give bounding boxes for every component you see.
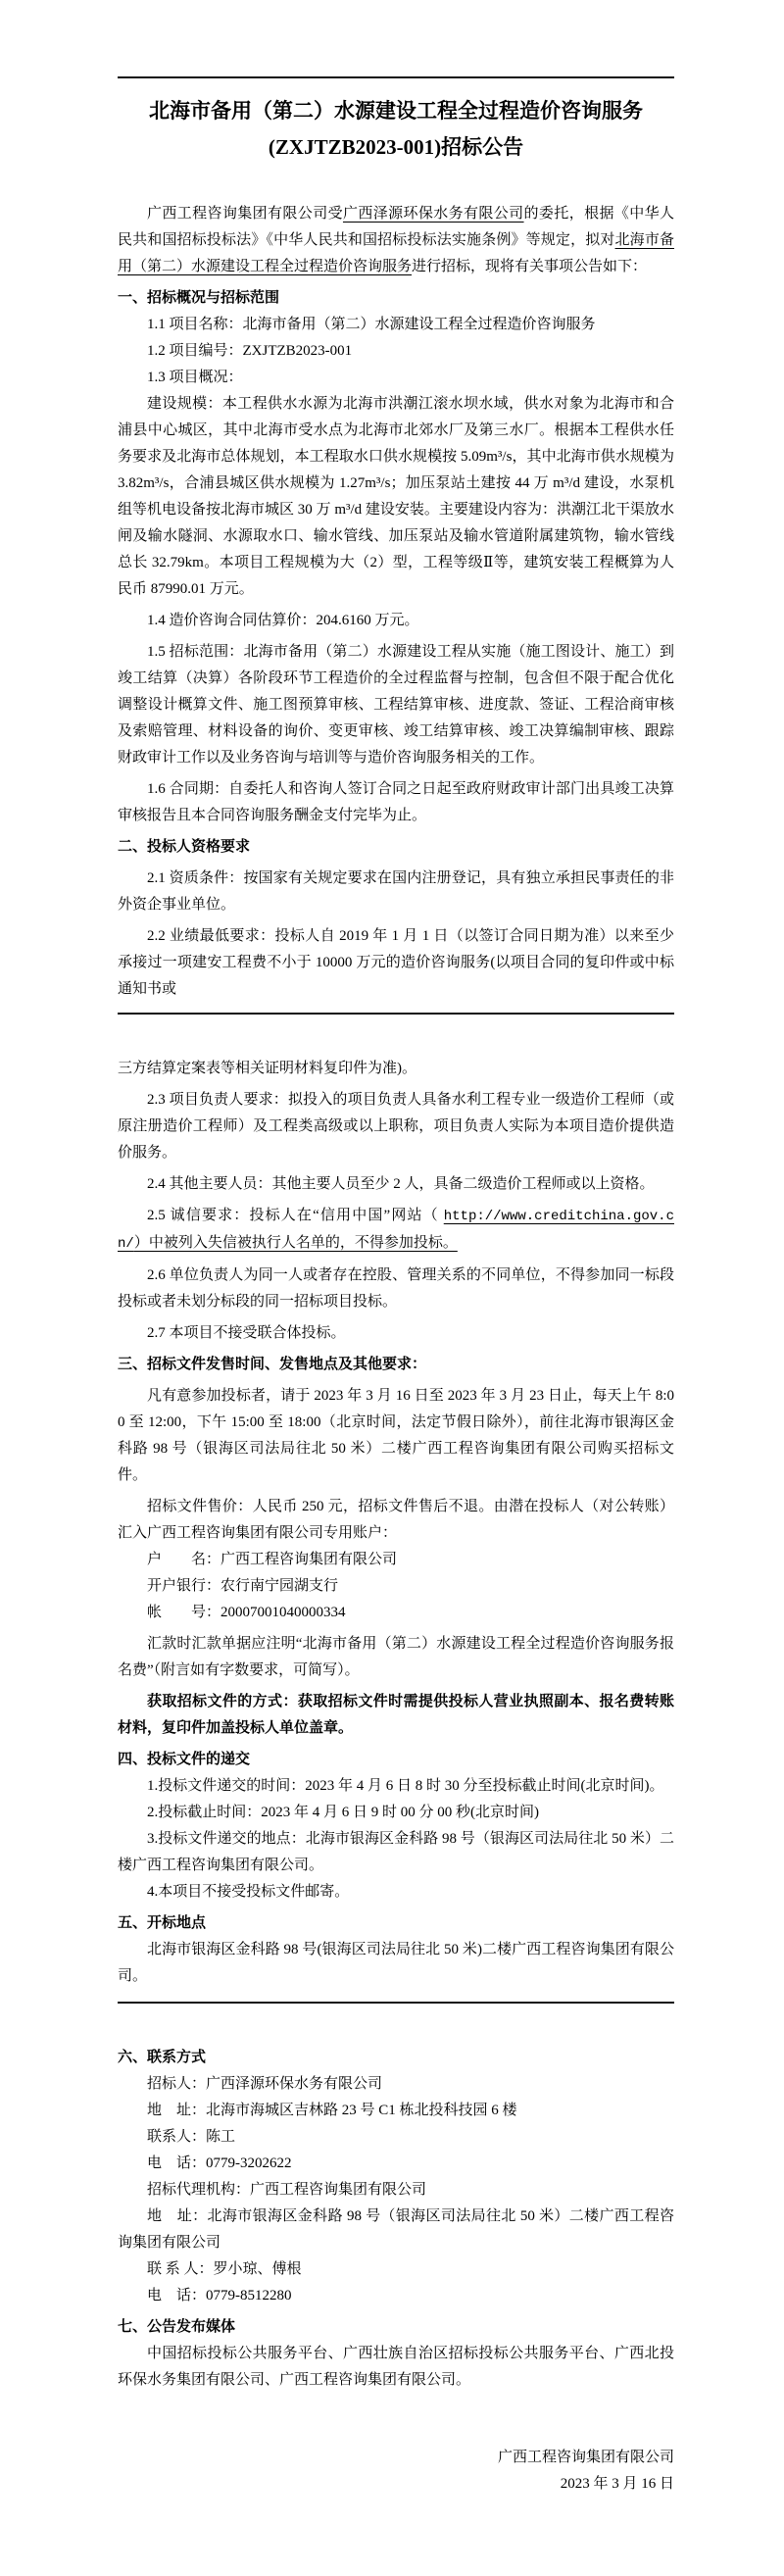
item-credit-requirement: [118, 1203, 674, 1258]
credit-requirement-underlined: ）中被列入失信被执行人名单的，不得参加投标。: [133, 1235, 458, 1251]
credit-requirement-text: 2.5 诚信要求：投标人在“信用中国”网站（: [147, 1208, 444, 1223]
item-performance-requirement-part1: 2.2 业绩最低要求：投标人自 2019 年 1 月 1 日（以签订合同日期为准）以来至少承接过一项建安工程费不小于 10000 万元的造价咨询服务(以项目合同的复印件或中标通知书或: [118, 928, 674, 997]
account-name-line: 户 名：广西工程咨询集团有限公司: [147, 1552, 398, 1567]
bid-opening-place-paragraph: 北海市银海区金科路 98 号(银海区司法局往北 50 米)二楼广西工程咨询集团有限公司。: [118, 1942, 674, 1984]
intro-text: 的委托，根据《中华人民共和国招标投标法》《中华人民共和国招标投标法实施条例》等规定，拟对: [118, 206, 674, 248]
title-line-2: (ZXJTZB2023-001)招标公告: [268, 135, 524, 159]
signature-date: 2023 年 3 月 16 日: [560, 2476, 674, 2492]
section-2-heading: 二、投标人资格要求: [118, 839, 251, 855]
section-1-heading: 一、招标概况与招标范围: [118, 290, 280, 306]
item-submission-place: 3.投标文件递交的地点：北海市银海区金科路 98 号（银海区司法局往北 50 米）二楼广西工程咨询集团有限公司。: [118, 1831, 674, 1873]
signature-company: 广西工程咨询集团有限公司: [497, 2450, 674, 2465]
page-title: [118, 93, 674, 166]
section-4-heading: 四、投标文件的递交: [118, 1752, 251, 1767]
item-performance-requirement-part2: 三方结算定案表等相关证明材料复印件为准)。: [118, 1061, 416, 1076]
contact-tenderee-address-line: 地 址：北海市海城区吉林路 23 号 C1 栋北投科技园 6 楼: [147, 2103, 517, 2118]
item-submission-time: 1.投标文件递交的时间：2023 年 4 月 6 日 8 时 30 分至投标截止时间(北京时间)。: [147, 1778, 664, 1794]
contact-tenderee-line: 招标人：广西泽源环保水务有限公司: [147, 2076, 383, 2092]
item-same-legal-person-rule: 2.6 单位负责人为同一人或者存在控股、管理关系的不同单位，不得参加同一标段投标或者未划分标段的同一招标项目投标。: [118, 1267, 674, 1310]
account-number-line: 帐 号：20007001040000334: [147, 1605, 346, 1620]
item-project-leader-requirement: 2.3 项目负责人要求：拟投入的项目负责人具备水利工程专业一级造价工程师（或原注册造价工程师）及工程类高级或以上职称，项目负责人实际为本项目造价提供造价服务。: [118, 1092, 674, 1161]
item-bid-deadline: 2.投标截止时间：2023 年 4 月 6 日 9 时 00 分 00 秒(北京时间): [147, 1805, 539, 1820]
intro-text: 进行招标，现将有关事项公告如下：: [412, 259, 648, 274]
contact-tenderee-person-line: 联系人：陈工: [147, 2129, 236, 2145]
remittance-note-paragraph: 汇款时汇款单据应注明“北海市备用（第二）水源建设工程全过程造价咨询服务报名费”（附言如有字数要求，可简写）。: [118, 1636, 674, 1678]
creditchina-url: http://www.creditchina.gov.cn/: [118, 1209, 674, 1252]
section-6-heading: 六、联系方式: [118, 2050, 207, 2065]
item-estimated-contract-price: 1.4 造价咨询合同估算价：204.6160 万元。: [147, 613, 419, 628]
document-price-paragraph: 招标文件售价：人民币 250 元，招标文件售后不退。由潜在投标人（对公转账）汇入广西工程咨询集团有限公司专用账户：: [118, 1499, 674, 1541]
construction-scale-paragraph: 建设规模：本工程供水水源为北海市洪潮江滚水坝水域，供水对象为北海市和合浦县中心城区，其中北海市受水点为北海市北郊水厂及第三水厂。根据本工程供水任务要求及北海市总体规划，本工程取水口供水规模按 5.09m³/s，其中北海市供水规模为 3.82m³/s，合浦县城区供水规模为 1.27m³/s；加压泵站土建按 44 万 m³/d 建设，水泵机组等机电设备按北海市城区 30 万 m³/d 建设安装。主要建设内容为：洪潮江北干渠放水闸及输水隧洞、水源取水口、输水管线、加压泵站及输水管道附属建筑物，输水管线总长 32.79km。本项目工程规模为大（2）型，工程等级Ⅱ等，建筑安装工程概算为人民币 87990.01 万元。: [118, 396, 674, 597]
document-sale-time-paragraph: 凡有意参加投标者，请于 2023 年 3 月 16 日至 2023 年 3 月 23 日止，每天上午 8:00 至 12:00，下午 15:00 至 18:00（北京时间，法定节假日除外），前往北海市银海区金科路 98 号（银海区司法局往北 50 米）二楼广西工程咨询集团有限公司购买招标文件。: [118, 1388, 674, 1483]
page-top-rule: [118, 76, 674, 78]
item-no-mailing: 4.本项目不接受投标文件邮寄。: [147, 1884, 350, 1900]
account-bank-line: 开户银行：农行南宁园湖支行: [147, 1578, 339, 1594]
title-line-1: 北海市备用（第二）水源建设工程全过程造价咨询服务: [149, 99, 643, 123]
item-no-consortium: 2.7 本项目不接受联合体投标。: [147, 1325, 346, 1341]
contact-agency-phone-line: 电 话：0779-8512280: [147, 2288, 292, 2304]
section-7-heading: 七、公告发布媒体: [118, 2319, 236, 2335]
item-qualification: 2.1 资质条件：按国家有关规定要求在国内注册登记，具有独立承担民事责任的非外资企事业单位。: [118, 870, 674, 913]
section-3-heading: 三、招标文件发售时间、发售地点及其他要求：: [118, 1357, 427, 1372]
page-bottom-whitespace: [118, 2498, 674, 2576]
item-project-number: 1.2 项目编号：ZXJTZB2023-001: [147, 343, 353, 359]
item-other-staff-requirement: 2.4 其他主要人员：其他主要人员至少 2 人，具备二级造价工程师或以上资格。: [147, 1176, 655, 1192]
announcement-media-paragraph: 中国招标投标公共服务平台、广西壮族自治区招标投标公共服务平台、广西北投环保水务集团有限公司、广西工程咨询集团有限公司。: [118, 2346, 674, 2388]
signature-block: [118, 2445, 674, 2498]
contact-agency-person-line: 联 系 人：罗小琼、傅根: [147, 2261, 302, 2277]
page-divider: [118, 2002, 674, 2004]
item-project-name: 1.1 项目名称：北海市备用（第二）水源建设工程全过程造价咨询服务: [147, 317, 596, 332]
intro-text: 广西工程咨询集团有限公司受: [147, 206, 343, 222]
tenderee-name-underlined: 广西泽源环保水务有限公司: [342, 206, 524, 222]
item-project-overview: 1.3 项目概况：: [147, 370, 243, 385]
contact-agency-line: 招标代理机构：广西工程咨询集团有限公司: [147, 2182, 427, 2198]
contact-tenderee-phone-line: 电 话：0779-3202622: [147, 2155, 292, 2171]
document-page: [0, 76, 784, 2576]
section-5-heading: 五、开标地点: [118, 1915, 207, 1931]
page-divider: [118, 1013, 674, 1015]
document-acquisition-paragraph: 获取招标文件的方式：获取招标文件时需提供投标人营业执照副本、报名费转账材料，复印件加盖投标人单位盖章。: [118, 1694, 674, 1736]
item-contract-period: 1.6 合同期：自委托人和咨询人签订合同之日起至政府财政审计部门出具竣工决算审核报告且本合同咨询服务酬金支付完毕为止。: [118, 781, 674, 823]
contact-agency-address-line: 地 址：北海市银海区金科路 98 号（银海区司法局往北 50 米）二楼广西工程咨询集团有限公司: [118, 2208, 674, 2251]
intro-paragraph: [118, 201, 674, 280]
project-name-underlined: 北海市备用（第二）水源建设工程全过程造价咨询服务: [118, 232, 674, 274]
item-bidding-scope: 1.5 招标范围：北海市备用（第二）水源建设工程从实施（施工图设计、施工）到竣工结算（决算）各阶段环节工程造价的全过程监督与控制，包含但不限于配合优化调整设计概算文件、施工图预算审核、工程结算审核、进度款、签证、工程洽商审核及索赔管理、材料设备的询价、变更审核、竣工结算审核、竣工决算编制审核、跟踪财政审计工作以及业务咨询与培训等与造价咨询服务相关的工作。: [118, 644, 674, 766]
